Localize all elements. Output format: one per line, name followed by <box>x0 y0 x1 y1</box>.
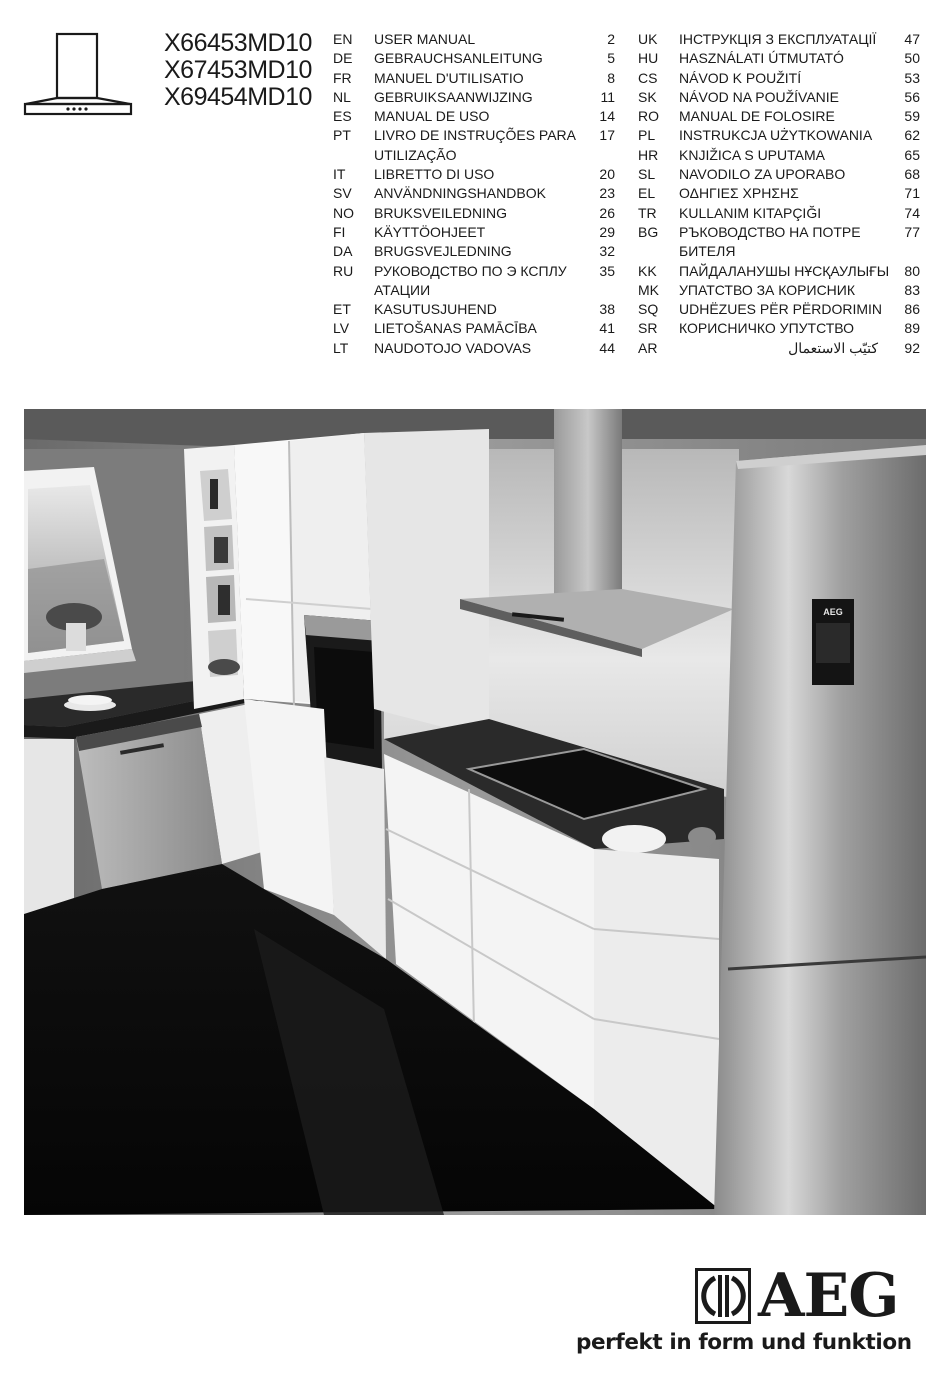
toc-entry <box>638 69 920 88</box>
toc-language-code: PT <box>333 127 351 144</box>
brand-name: AEG <box>758 1261 899 1331</box>
toc-title: MANUAL DE FOLOSIRE <box>679 108 835 125</box>
toc-page-number: 5 <box>607 50 615 67</box>
toc-language-code: MK <box>638 281 659 298</box>
toc-language-code: ET <box>333 301 351 318</box>
toc-title: ПАЙДАЛАНУШЫ НҰСҚАУЛЫҒЫ <box>679 262 890 279</box>
toc-title: АТАЦИИ <box>374 281 431 298</box>
toc-page-number: 26 <box>599 204 615 221</box>
toc-entry <box>638 319 920 338</box>
toc-language-code: DE <box>333 50 353 67</box>
toc-title: NAUDOTOJO VADOVAS <box>374 339 532 356</box>
toc-title: УПАТСТВО ЗА КОРИСНИК <box>679 281 856 298</box>
toc-language-code: PL <box>638 127 656 144</box>
toc-entry <box>333 49 615 68</box>
toc-language-code: AR <box>638 339 658 356</box>
toc-page-number: 65 <box>904 146 920 163</box>
toc-language-code: HR <box>638 146 659 163</box>
toc-page-number: 11 <box>600 88 615 105</box>
toc-title: MANUAL DE USO <box>374 108 490 125</box>
toc-page-number: 86 <box>904 301 920 318</box>
toc-page-number: 23 <box>599 185 615 202</box>
toc-title: КОРИСНИЧКО УПУТСТВО <box>679 320 855 337</box>
toc-entry <box>638 223 920 242</box>
toc-entry <box>333 30 615 49</box>
electrolux-logo-icon <box>695 1268 751 1324</box>
toc-language-code: SV <box>333 185 352 202</box>
toc-title: БИТЕЛЯ <box>679 243 736 260</box>
toc-page-number: 29 <box>599 223 615 240</box>
toc-entry <box>333 126 615 145</box>
toc-language-code: BG <box>638 223 659 240</box>
toc-entry <box>638 262 920 281</box>
toc-language-code: UK <box>638 31 658 47</box>
toc-entry <box>638 126 920 145</box>
toc-language-code: DA <box>333 243 353 260</box>
toc-page-number: 20 <box>599 166 615 183</box>
toc-entry <box>638 300 920 319</box>
toc-title: РУКОВОДСТВО ПО Э КСПЛУ <box>374 262 567 279</box>
toc-language-code: TR <box>638 204 657 221</box>
toc-page-number: 89 <box>904 320 920 337</box>
toc-entry <box>638 49 920 68</box>
toc-entry <box>638 30 920 49</box>
toc-title: KÄYTTÖOHJEET <box>374 223 486 240</box>
toc-entry <box>638 204 920 223</box>
toc-title: UDHËZUES PËR PËRDORIMIN <box>679 301 883 318</box>
toc-title: GEBRAUCHSANLEITUNG <box>374 50 543 67</box>
toc-entry <box>638 184 920 203</box>
toc-title: РЪКОВОДСТВО НА ПОТРЕ <box>679 223 861 240</box>
model-number: X67453MD10 <box>164 56 312 84</box>
toc-page-number: 59 <box>904 108 920 125</box>
toc-right-column <box>638 30 920 358</box>
toc-entry <box>638 107 920 126</box>
toc-entry <box>333 319 615 338</box>
toc-page-number: 35 <box>599 262 615 279</box>
toc-language-code: LV <box>333 320 350 337</box>
toc-entry <box>333 339 615 358</box>
toc-entry <box>333 107 615 126</box>
toc-title: KULLANIM KITAPÇIĞI <box>679 204 822 221</box>
toc-left-column <box>333 30 615 358</box>
toc-entry <box>333 184 615 203</box>
toc-title: NAVODILO ZA UPORABO <box>679 166 846 183</box>
toc-language-code: SL <box>638 166 656 183</box>
toc-entry <box>333 242 615 261</box>
toc-page-number: 14 <box>599 108 615 125</box>
toc-title: KASUTUSJUHEND <box>374 301 497 318</box>
toc-language-code: KK <box>638 262 657 279</box>
toc-language-code: ES <box>333 108 352 125</box>
toc-title: LIVRO DE INSTRUÇÕES PARA <box>374 127 577 144</box>
toc-page-number: 68 <box>904 166 920 183</box>
toc-title: ІНСТРУКЦІЯ З ЕКСПЛУАТАЦІЇ <box>679 31 877 47</box>
toc-title: NÁVOD NA POUŽÍVANIE <box>679 88 839 105</box>
toc-title: UTILIZAÇÃO <box>374 146 457 163</box>
toc-page-number: 71 <box>904 185 920 202</box>
toc-page-number: 8 <box>607 69 615 86</box>
model-number: X66453MD10 <box>164 29 312 57</box>
brand-block <box>576 1261 926 1363</box>
toc-title: ΟΔΗΓΙΕΣ ΧΡΗΣΗΣ <box>679 185 799 202</box>
toc-language-code: SQ <box>638 301 659 318</box>
toc-page-number: 17 <box>599 127 615 144</box>
model-list <box>164 30 312 111</box>
toc-entry <box>333 165 615 184</box>
toc-language-code: LT <box>333 339 349 356</box>
kitchen-photo <box>24 409 926 1215</box>
toc-language-code: EL <box>638 185 656 202</box>
model-number: X69454MD10 <box>164 83 312 111</box>
toc-entry <box>638 165 920 184</box>
toc-language-code: FI <box>333 223 346 240</box>
toc-language-code: FR <box>333 69 352 86</box>
toc-page-number: 56 <box>904 88 920 105</box>
toc-language-code: RU <box>333 262 354 279</box>
toc-language-code: CS <box>638 69 658 86</box>
toc-page-number: 92 <box>904 339 920 356</box>
toc-page-number: 83 <box>904 281 920 298</box>
toc-title: LIETOŠANAS PAMĀCĪBA <box>374 320 537 337</box>
toc-language-code: EN <box>333 31 353 47</box>
toc-entry <box>333 262 615 281</box>
toc-title: كتيّب الاستعمال <box>788 339 878 356</box>
toc-entry <box>638 88 920 107</box>
toc-entry <box>638 146 920 165</box>
toc-title: BRUGSVEJLEDNING <box>374 243 512 260</box>
toc-page-number: 62 <box>904 127 920 144</box>
toc-entry <box>333 146 615 165</box>
toc-page-number: 77 <box>904 223 920 240</box>
toc-entry <box>638 281 920 300</box>
toc-page-number: 38 <box>599 301 615 318</box>
toc-title: ANVÄNDNINGSHANDBOK <box>374 185 546 202</box>
toc-language-code: RO <box>638 108 659 125</box>
toc-language-code: NL <box>333 88 351 105</box>
toc-page-number: 80 <box>904 262 920 279</box>
toc-title: USER MANUAL <box>374 31 476 47</box>
toc-entry <box>333 88 615 107</box>
toc-title: HASZNÁLATI ÚTMUTATÓ <box>679 50 844 67</box>
toc-entry <box>638 242 920 261</box>
toc-page-number: 32 <box>599 243 615 260</box>
toc-title: BRUKSVEILEDNING <box>374 204 508 221</box>
toc-entry <box>638 339 920 358</box>
toc-language-code: HU <box>638 50 659 67</box>
toc-language-code: IT <box>333 166 346 183</box>
toc-title: KNJIŽICA S UPUTAMA <box>679 146 825 163</box>
toc-title: LIBRETTO DI USO <box>374 166 495 183</box>
toc-language-code: SK <box>638 88 657 105</box>
toc-language-code: SR <box>638 320 658 337</box>
toc-title: INSTRUKCJA UŻYTKOWANIA <box>679 127 873 144</box>
toc-page-number: 2 <box>607 31 615 47</box>
toc-entry <box>333 69 615 88</box>
toc-page-number: 47 <box>904 31 920 47</box>
toc-title: NÁVOD K POUŽITÍ <box>679 69 802 86</box>
toc-language-code: NO <box>333 204 354 221</box>
toc-entry <box>333 223 615 242</box>
toc-page-number: 44 <box>599 339 615 356</box>
toc-title: GEBRUIKSAANWIJZING <box>374 88 533 105</box>
toc-page-number: 74 <box>904 204 920 221</box>
toc-title: MANUEL D'UTILISATIO <box>374 69 524 86</box>
toc-entry <box>333 281 615 300</box>
toc-page-number: 53 <box>904 69 920 86</box>
fridge-brand-label: AEG <box>823 607 843 617</box>
toc-page-number: 41 <box>599 320 615 337</box>
toc-entry <box>333 204 615 223</box>
cooker-hood-icon <box>22 32 134 118</box>
toc-entry <box>333 300 615 319</box>
brand-tagline: perfekt in form und funktion <box>576 1330 912 1355</box>
toc-page-number: 50 <box>904 50 920 67</box>
